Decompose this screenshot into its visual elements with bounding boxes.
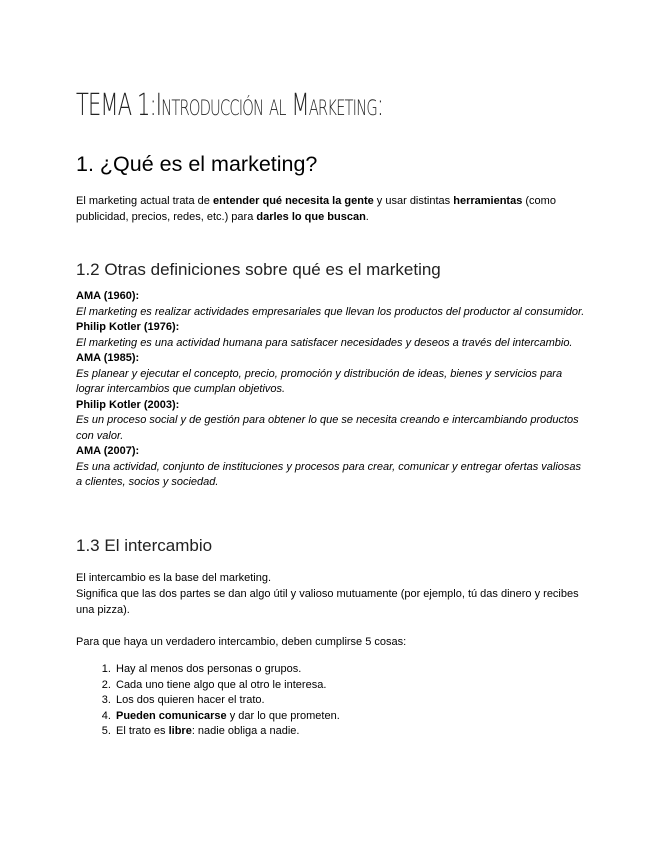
definitions-list bbox=[76, 289, 586, 491]
list-item-bold: libre bbox=[168, 725, 192, 738]
intro-text-2: y usar distintas bbox=[373, 195, 454, 207]
intercambio-line-3: Para que haya un verdadero intercambio, deben cumplirse 5 cosas: bbox=[76, 636, 407, 648]
definition-text: El marketing es realizar actividades empresariales que llevan los productos del productor al consumidor. bbox=[76, 305, 585, 318]
definition-author: Philip Kotler (2003): bbox=[76, 398, 180, 411]
intercambio-line-1: El intercambio es la base del marketing. bbox=[76, 572, 272, 584]
intro-text-3: (como publicidad, precios, redes, etc.) para bbox=[76, 195, 556, 223]
list-item-text: Cada uno tiene algo que al otro le interesa. bbox=[116, 678, 327, 691]
list-item-text: y dar lo que prometen. bbox=[226, 709, 340, 722]
list-item-text: : nadie obliga a nadie. bbox=[191, 725, 300, 738]
list-item-text: Los dos quieren hacer el trato. bbox=[116, 694, 265, 707]
definition-item bbox=[76, 289, 586, 320]
section-heading-3: 1.3 El intercambio bbox=[76, 536, 213, 555]
definition-author: AMA (1960): bbox=[76, 290, 140, 302]
list-item bbox=[114, 724, 581, 740]
intercambio-body bbox=[76, 570, 581, 740]
intro-text-4: . bbox=[365, 211, 369, 223]
list-item-text: El trato es bbox=[116, 725, 169, 738]
intro-bold-2: herramientas bbox=[453, 195, 523, 207]
intro-text-1: El marketing actual trata de bbox=[76, 195, 213, 207]
conditions-list bbox=[76, 662, 581, 740]
definition-item bbox=[76, 398, 586, 445]
intro-bold-1: entender qué necesita la gente bbox=[212, 195, 374, 207]
definition-item bbox=[76, 320, 586, 351]
intercambio-line-2: Significa que las dos partes se dan algo útil y valioso mutuamente (por ejemplo, tú das dinero y recibes una pizza). bbox=[76, 588, 579, 616]
spacer bbox=[76, 618, 581, 634]
definition-text: Es un proceso social y de gestión para obtener lo que se necesita creando e intercambiando productos con valor. bbox=[76, 414, 579, 442]
section-heading-2: 1.2 Otras definiciones sobre qué es el marketing bbox=[76, 260, 441, 279]
definition-text: Es planear y ejecutar el concepto, precio, promoción y distribución de ideas, bienes y servicios para lograr intercambios que cumplan objetivos. bbox=[76, 367, 563, 395]
definition-item bbox=[76, 444, 586, 491]
list-item bbox=[114, 662, 581, 678]
definition-author: AMA (2007): bbox=[76, 445, 140, 457]
definition-author: AMA (1985): bbox=[76, 352, 140, 364]
list-item bbox=[114, 678, 581, 694]
section-heading-1: 1. ¿Qué es el marketing? bbox=[76, 152, 318, 176]
definition-text: El marketing es una actividad humana para satisfacer necesidades y deseos a través del intercambio. bbox=[76, 336, 573, 349]
intro-bold-3: darles lo que buscan bbox=[256, 211, 366, 223]
list-item-bold: Pueden comunicarse bbox=[116, 709, 227, 722]
document-title: TEMA 1:Introducción al Marketing: bbox=[76, 88, 384, 123]
intro-paragraph bbox=[76, 193, 576, 225]
definition-item bbox=[76, 351, 586, 398]
definition-author: Philip Kotler (1976): bbox=[76, 321, 180, 333]
list-item bbox=[114, 709, 581, 725]
definition-text: Es una actividad, conjunto de instituciones y procesos para crear, comunicar y entregar ofertas valiosas a clientes, socios y sociedad. bbox=[76, 460, 582, 488]
list-item-text: Hay al menos dos personas o grupos. bbox=[116, 663, 302, 675]
list-item bbox=[114, 693, 581, 709]
